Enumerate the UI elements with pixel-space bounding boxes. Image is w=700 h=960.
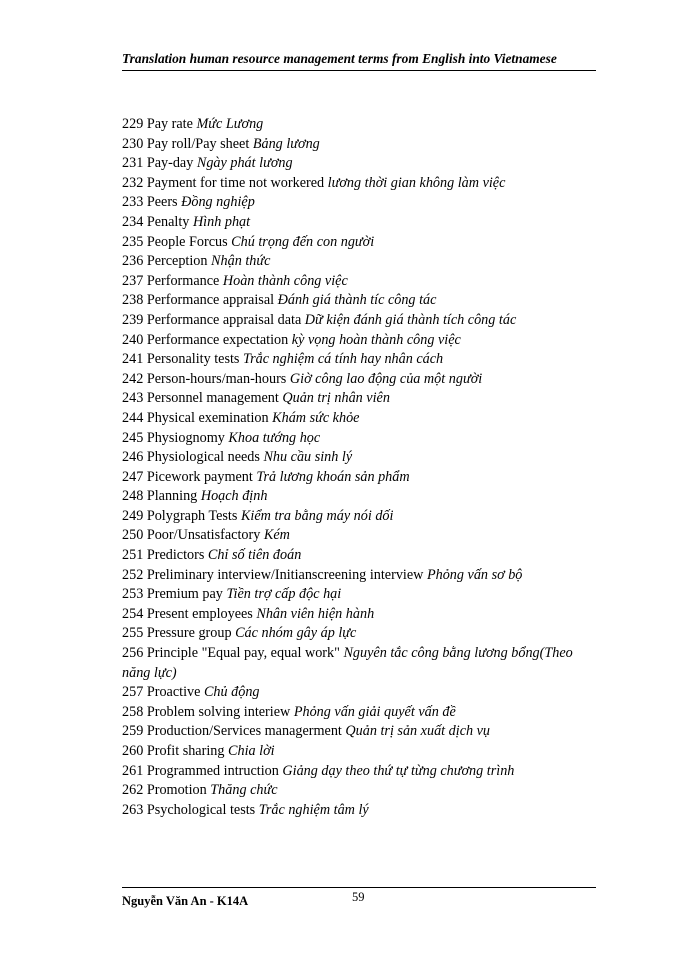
entry-term: Proactive [146, 684, 201, 701]
glossary-entry [122, 233, 602, 253]
entry-term: Predictors [146, 547, 205, 564]
entry-term: Planning [146, 488, 198, 505]
entry-translation: Quản trị nhân viên [282, 390, 390, 407]
entry-number: 254 [122, 605, 144, 622]
entry-translation: Ngày phát lương [196, 155, 293, 172]
entry-number: 248 [122, 488, 144, 505]
entry-translation: Tiền trợ cấp độc hại [226, 586, 342, 603]
entry-translation: Chỉ số tiên đoán [207, 547, 302, 564]
entry-number: 239 [122, 311, 144, 328]
glossary-entry [122, 115, 602, 135]
entry-number: 235 [122, 233, 144, 250]
entry-translation: kỳ vọng hoàn thành công việc [291, 331, 461, 348]
entry-term: Payment for time not workered [146, 174, 325, 191]
entry-term: Physical exemination [146, 409, 269, 426]
entry-number: 237 [122, 272, 144, 289]
entry-term: Physiological needs [146, 449, 260, 466]
entry-term: Performance expectation [146, 331, 289, 348]
page-header-title: Translation human resource management terms from English into Vietnamese [122, 51, 557, 66]
entry-term: Performance [146, 272, 220, 289]
entry-number: 258 [122, 703, 144, 720]
entry-term: Picework payment [146, 468, 253, 485]
glossary-entry [122, 624, 602, 644]
footer-author: Nguyễn Văn An - K14A [122, 894, 249, 908]
entry-translation: Chủ động [203, 684, 260, 701]
entry-translation: Trắc nghiệm tâm lý [258, 801, 369, 818]
entry-number: 231 [122, 155, 144, 172]
glossary-entry [122, 174, 602, 194]
glossary-entry [122, 409, 602, 429]
entry-term: Profit sharing [146, 743, 225, 759]
entry-number: 256 [122, 645, 144, 662]
entry-number: 262 [122, 782, 144, 799]
entry-translation: Hoàn thành công việc [222, 272, 348, 289]
entry-number: 259 [122, 723, 144, 740]
glossary-entry [122, 468, 602, 488]
entry-number: 236 [122, 253, 144, 270]
entry-term: Premium pay [146, 586, 223, 603]
entry-translation: Kiểm tra bằng máy nói dối [240, 507, 394, 524]
glossary-list [122, 115, 602, 820]
entry-term: Pressure group [146, 625, 232, 642]
glossary-entry [122, 683, 602, 703]
entry-number: 243 [122, 390, 144, 407]
entry-translation: Nhu cầu sinh lý [263, 449, 353, 466]
entry-translation: Khám sức khỏe [272, 409, 360, 426]
entry-term: People Forcus [146, 233, 228, 250]
entry-translation: Trắc nghiệm cá tính hay nhân cách [242, 351, 444, 368]
glossary-entry [122, 311, 602, 331]
entry-number: 234 [122, 213, 144, 230]
entry-number: 250 [122, 527, 144, 544]
entry-term: Psychological tests [146, 801, 256, 818]
glossary-entry [122, 801, 602, 821]
entry-translation: Đánh giá thành tíc công tác [277, 292, 437, 309]
entry-translation: Hoạch định [200, 488, 268, 505]
glossary-entry [122, 135, 602, 155]
entry-number: 244 [122, 409, 144, 426]
entry-translation: Nhân viên hiện hành [256, 605, 375, 622]
entry-translation: Chú trọng đến con người [231, 233, 375, 250]
glossary-entry [122, 350, 602, 370]
entry-number: 253 [122, 586, 144, 603]
entry-number: 229 [122, 116, 144, 132]
glossary-entry [122, 448, 602, 468]
glossary-entry [122, 429, 602, 449]
entry-term: Pay rate [146, 116, 193, 132]
glossary-entry [122, 154, 602, 174]
entry-translation: Các nhóm gây áp lực [235, 625, 357, 642]
entry-number: 242 [122, 370, 144, 387]
entry-term: Penalty [146, 213, 190, 230]
glossary-entry [122, 252, 602, 272]
entry-number: 247 [122, 468, 144, 485]
entry-number: 233 [122, 194, 144, 211]
entry-translation: Giảng dạy theo thứ tự từng chương trình [282, 762, 515, 779]
entry-translation: Dữ kiện đánh giá thành tích công tác [304, 311, 517, 328]
entry-translation: Mức Lương [196, 116, 264, 132]
entry-term: Pay roll/Pay sheet [146, 135, 250, 152]
glossary-entry [122, 389, 602, 409]
entry-term: Person-hours/man-hours [146, 370, 287, 387]
entry-translation: Nguyên tắc công bằng lương bổng(Theo năng lực) [122, 645, 573, 681]
entry-translation: Chia lời [228, 743, 275, 759]
entry-number: 252 [122, 566, 144, 583]
entry-number: 261 [122, 762, 144, 779]
glossary-entry [122, 585, 602, 605]
glossary-entry [122, 605, 602, 625]
entry-translation: Bảng lương [252, 135, 320, 152]
entry-translation: Trả lương khoán sản phẩm [256, 468, 410, 485]
glossary-entry [122, 566, 602, 586]
glossary-entry [122, 193, 602, 213]
entry-translation: Phỏng vấn giải quyết vấn đề [293, 703, 456, 720]
glossary-entry [122, 546, 602, 566]
entry-translation: Giờ công lao động của một người [289, 370, 483, 387]
entry-number: 230 [122, 135, 144, 152]
glossary-entry [122, 507, 602, 527]
entry-term: Programmed intruction [146, 762, 279, 779]
entry-term: Peers [146, 194, 178, 211]
entry-term: Personnel management [146, 390, 279, 407]
glossary-entry [122, 370, 602, 390]
entry-translation: Đồng nghiệp [181, 194, 255, 211]
glossary-entry [122, 291, 602, 311]
entry-term: Personality tests [146, 351, 240, 368]
glossary-entry [122, 703, 602, 723]
entry-term: Perception [146, 253, 208, 270]
entry-term: Poor/Unsatisfactory [146, 527, 261, 544]
entry-translation: Thăng chức [210, 782, 278, 799]
entry-number: 240 [122, 331, 144, 348]
entry-term: Present employees [146, 605, 253, 622]
entry-number: 232 [122, 174, 144, 191]
glossary-entry [122, 781, 602, 801]
entry-term: Problem solving interiew [146, 703, 291, 720]
footer-divider [122, 887, 596, 888]
entry-number: 251 [122, 547, 144, 564]
glossary-entry [122, 644, 602, 683]
page-number: 59 [352, 890, 365, 904]
entry-number: 255 [122, 625, 144, 642]
entry-term: Physiognomy [146, 429, 225, 446]
glossary-entry [122, 722, 602, 742]
entry-translation: Khoa tướng học [228, 429, 321, 446]
entry-translation: lương thời gian không làm việc [327, 174, 506, 191]
entry-number: 263 [122, 801, 144, 818]
glossary-entry [122, 213, 602, 233]
entry-term: Polygraph Tests [146, 507, 238, 524]
entry-number: 249 [122, 507, 144, 524]
glossary-entry [122, 526, 602, 546]
entry-translation: Kém [263, 527, 290, 544]
entry-term: Performance appraisal [146, 292, 275, 309]
entry-translation: Phỏng vấn sơ bộ [426, 566, 523, 583]
entry-term: Principle "Equal pay, equal work" [146, 645, 340, 662]
glossary-entry [122, 487, 602, 507]
glossary-entry [122, 742, 602, 762]
entry-term: Production/Services managerment [146, 723, 342, 740]
entry-number: 257 [122, 684, 144, 701]
glossary-entry [122, 762, 602, 782]
entry-translation: Hình phạt [192, 213, 251, 230]
entry-translation: Nhận thức [211, 253, 271, 270]
entry-term: Performance appraisal data [146, 311, 302, 328]
entry-translation: Quản trị sản xuất dịch vụ [345, 723, 491, 740]
glossary-entry [122, 331, 602, 351]
entry-term: Promotion [146, 782, 207, 799]
entry-term: Preliminary interview/Initianscreening interview [146, 566, 424, 583]
entry-term: Pay-day [146, 155, 194, 172]
entry-number: 241 [122, 351, 144, 368]
glossary-entry [122, 272, 602, 292]
header-divider [122, 70, 596, 71]
entry-number: 238 [122, 292, 144, 309]
entry-number: 246 [122, 449, 144, 466]
entry-number: 245 [122, 429, 144, 446]
entry-number: 260 [122, 743, 144, 759]
